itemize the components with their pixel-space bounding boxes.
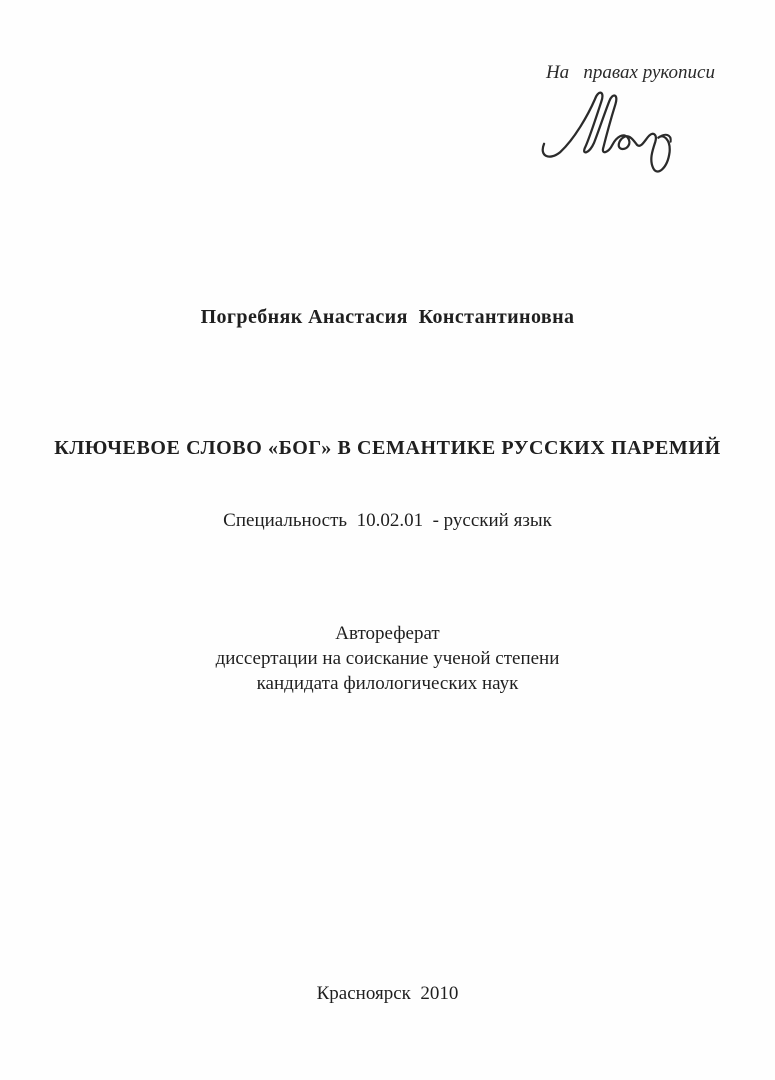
dissertation-title: КЛЮЧЕВОЕ СЛОВО «БОГ» В СЕМАНТИКЕ РУССКИХ ПАРЕМИЙ [54, 437, 721, 459]
abstract-degree-line: диссертации на соискание ученой степени [215, 648, 560, 669]
abstract-block [0, 621, 775, 696]
abstract-type-line: Автореферат [335, 623, 440, 644]
abstract-field-line: кандидата филологических наук [256, 673, 519, 694]
manuscript-rights-stamp: На правах рукописи [545, 62, 715, 83]
city-year-line: Красноярск 2010 [316, 983, 459, 1004]
handwritten-signature-icon [541, 86, 689, 174]
specialty-line: Специальность 10.02.01 - русский язык [223, 510, 552, 531]
author-name: Погребняк Анастасия Константиновна [200, 306, 575, 328]
